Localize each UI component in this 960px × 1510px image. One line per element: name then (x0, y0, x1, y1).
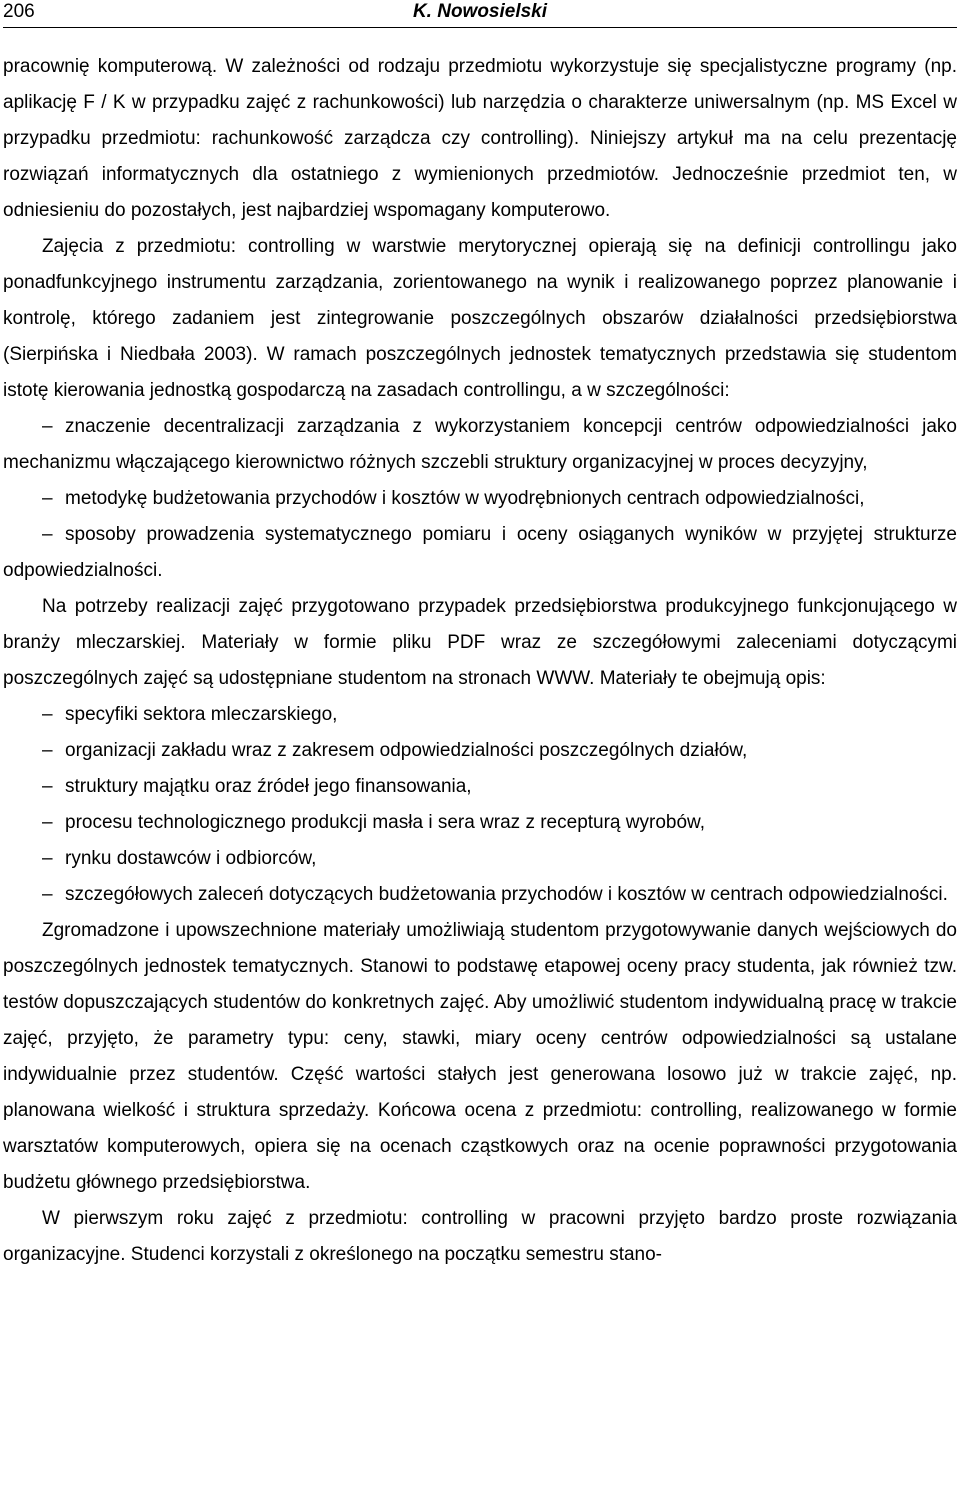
list-item-text: sposoby prowadzenia systematycznego pomiaru i oceny osiąganych wyników w przyjętej strukturze odpowiedzialności. (3, 524, 957, 581)
list-item-text: rynku dostawców i odbiorców, (65, 848, 317, 869)
running-header (3, 0, 957, 28)
list-item-text: struktury majątku oraz źródeł jego finansowania, (65, 776, 472, 797)
dash-marker: – (42, 704, 53, 725)
list-item (3, 805, 957, 841)
dash-marker: – (42, 524, 53, 545)
list-item-text: szczegółowych zaleceń dotyczących budżetowania przychodów i kosztów w centrach odpowiedzialności. (65, 884, 948, 905)
dash-marker: – (42, 416, 53, 437)
paragraph-case-study: Na potrzeby realizacji zajęć przygotowano przypadek przedsiębiorstwa produkcyjnego funkcjonującego w branży mleczarskiej. Materiały w formie pliku PDF wraz ze szczegółowymi zaleceniami dotyczącymi poszczególnych zajęć są udostępniane studentom na stronach WWW. Materiały te obejmują opis: (3, 596, 957, 689)
paragraph-continuation: pracownię komputerową. W zależności od rodzaju przedmiotu wykorzystuje się specjalistyczne programy (np. aplikację F / K w przypadku zajęć z rachunkowości) lub narzędzia o charakterze uniwersalnym (np. MS Excel w przypadku przedmiotu: rachunkowość zarządcza czy controlling). Niniejszy artykuł ma na celu prezentację rozwiązań informatycznych dla ostatniego z wymienionych przedmiotów. Jednocześnie przedmiot ten, w odniesieniu do pozostałych, jest najbardziej wspomagany komputerowo. (3, 56, 957, 221)
list-item (3, 877, 957, 913)
page-number: 206 (3, 1, 35, 22)
dash-marker: – (42, 776, 53, 797)
body-text (3, 49, 957, 1273)
list-item (3, 409, 957, 481)
list-item (3, 481, 957, 517)
dash-marker: – (42, 848, 53, 869)
list-item (3, 697, 957, 733)
paragraph-controlling-definition: Zajęcia z przedmiotu: controlling w warstwie merytorycznej opierają się na definicji controllingu jako ponadfunkcyjnego instrumentu zarządzania, zorientowanego na wynik i realizowanego poprzez planowanie i kontrolę, którego zadaniem jest zintegrowanie poszczególnych obszarów działalności przedsiębiorstwa (Sierpińska i Niedbała 2003). W ramach poszczególnych jednostek tematycznych przedstawia się studentom istotę kierowania jednostką gospodarczą na zasadach controllingu, a w szczególności: (3, 236, 957, 401)
list-item (3, 841, 957, 877)
dash-marker: – (42, 884, 53, 905)
paragraph-first-year: W pierwszym roku zajęć z przedmiotu: controlling w pracowni przyjęto bardzo proste rozwiązania organizacyjne. Studenci korzystali z określonego na początku semestru stano- (3, 1208, 957, 1265)
list-item-text: organizacji zakładu wraz z zakresem odpowiedzialności poszczególnych działów, (65, 740, 748, 761)
paragraph-materials: Zgromadzone i upowszechnione materiały umożliwiają studentom przygotowywanie danych wejściowych do poszczególnych jednostek tematycznych. Stanowi to podstawę etapowej oceny pracy studenta, jak również tzw. testów dopuszczających studentów do konkretnych zajęć. Aby umożliwić studentom indywidualną pracę w trakcie zajęć, przyjęto, że parametry typu: ceny, stawki, miary oceny centrów odpowiedzialności są ustalane indywidualnie przez studentów. Część wartości stałych jest generowana losowo już w trakcie zajęć, np. planowana wielkość i struktura sprzedaży. Końcowa ocena z przedmiotu: controlling, realizowanego w formie warsztatów komputerowych, opiera się na ocenach cząstkowych oraz na ocenie poprawności przygotowania budżetu głównego przedsiębiorstwa. (3, 920, 957, 1193)
dash-marker: – (42, 488, 53, 509)
list-item (3, 769, 957, 805)
list-item (3, 733, 957, 769)
list-item-text: specyfiki sektora mleczarskiego, (65, 704, 338, 725)
header-author: K. Nowosielski (412, 1, 548, 22)
list-item-text: procesu technologicznego produkcji masła i sera wraz z recepturą wyrobów, (65, 812, 705, 833)
dash-marker: – (42, 812, 53, 833)
list-item-text: metodykę budżetowania przychodów i kosztów w wyodrębnionych centrach odpowiedzialności, (65, 488, 865, 509)
list-item (3, 517, 957, 589)
list-item-text: znaczenie decentralizacji zarządzania z wykorzystaniem koncepcji centrów odpowiedzialności jako mechanizmu włączającego kierownictwo różnych szczebli struktury organizacyjnej w proces decyzyjny, (3, 416, 957, 473)
dash-marker: – (42, 740, 53, 761)
